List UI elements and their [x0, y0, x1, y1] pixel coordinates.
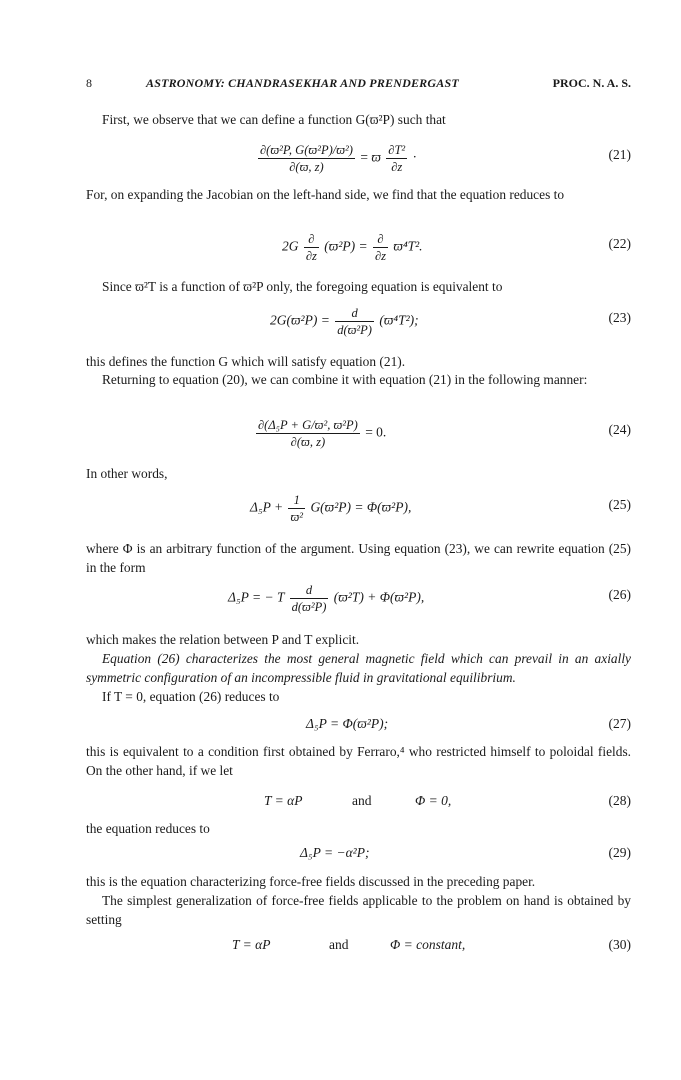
equation-number: (29) [608, 845, 631, 860]
equation-number: (21) [608, 147, 631, 162]
equation-fraction: $\frac{\partial}{\partial z}$ [305, 232, 317, 263]
paragraph: the equation reduces to [86, 821, 210, 836]
equation-23: 2G(ϖ²P) = $\frac{d}{\text{d(ϖ²P)}}$ (ϖ⁴T²); (23) [270, 306, 631, 337]
paragraph: The simplest generalization of force-free fields applicable to the problem on hand is obtained by setting [86, 893, 631, 927]
equation-26: Δ₅P = − T $\frac{d}{\text{d(ϖ²P)}}$ (ϖ²T) + Φ(ϖ²P), (26) [228, 583, 631, 614]
equation-fraction: $\frac{\text{∂(Δ₅P + G/ϖ², ϖ²P)}}{\partial(ϖ, z)}$ [258, 418, 358, 449]
paragraph: where Φ is an arbitrary function of the argument. Using equation (23), we can rewrite equation (25) in the form [86, 541, 631, 575]
equation-30: T = αP and Φ = constant, (30) [232, 937, 631, 952]
equation-fraction: $\frac{d}{\text{d(ϖ²P)}}$ [337, 306, 372, 337]
paragraph: which makes the relation between P and T explicit. [86, 632, 360, 647]
equation-fraction: $\frac{1}{\text{ϖ²}}$ [290, 493, 304, 524]
equation-number: (24) [608, 422, 631, 437]
emphasized-paragraph: Equation (26) characterizes the most general magnetic field which can prevail in an axially symmetric configuration of an incompressible fluid in gravitational equilibrium. [86, 651, 631, 685]
paragraph: Returning to equation (20), we can combine it with equation (21) in the following manner: [102, 372, 588, 387]
running-title: ASTRONOMY: CHANDRASEKHAR AND PRENDERGAST [146, 76, 459, 90]
equation-25: Δ₅P + $\frac{1}{\text{ϖ²}}$ G(ϖ²P) = Φ(ϖ²P), (25) [250, 493, 631, 524]
paragraph: First, we observe that we can define a function G(ϖ²P) such that [102, 112, 446, 127]
equation-fraction: $\frac{\text{∂T²}}{\partial z}$ [388, 143, 406, 174]
equation-21: $\frac{\text{∂(ϖ²P, G(ϖ²P)/ϖ²)}}{\partial(ϖ, z)}$ = ϖ $\frac{\text{∂T²}}{\partial z}$ · (21) [260, 143, 631, 174]
paragraph: this defines the function G which will satisfy equation (21). [86, 354, 406, 369]
paragraph: this is the equation characterizing force-free fields discussed in the preceding paper. [86, 874, 536, 889]
equation-fraction: $\frac{\text{∂(ϖ²P, G(ϖ²P)/ϖ²)}}{\partial(ϖ, z)}$ [260, 143, 353, 174]
journal-name: PROC. N. A. S. [552, 76, 631, 90]
paragraph: If T = 0, equation (26) reduces to [102, 689, 280, 704]
running-header [86, 76, 631, 92]
equation-number: (26) [608, 587, 631, 602]
paragraph: For, on expanding the Jacobian on the left-hand side, we find that the equation reduces to [86, 187, 565, 202]
equation-28: T = αP and Φ = 0, (28) [264, 793, 631, 808]
paragraph: this is equivalent to a condition first obtained by Ferraro,⁴ who restricted himself to poloidal fields. On the other hand, if we let [86, 744, 631, 778]
equation-27: Δ₅P = Φ(ϖ²P); (27) [306, 716, 631, 731]
equation-number: (30) [608, 937, 631, 952]
equation-number: (28) [608, 793, 631, 808]
equation-number: (27) [608, 716, 631, 731]
page-number: 8 [86, 76, 92, 90]
equation-fraction: $\frac{\partial}{\partial z}$ [374, 232, 387, 263]
equation-22: 2G $\frac{\partial}{\partial z}$ (ϖ²P) = $\frac{\partial}{\partial z}$ ϖ⁴T². (22) [282, 232, 631, 263]
equation-number: (22) [608, 236, 631, 251]
equation-24: $\frac{\text{∂(Δ₅P + G/ϖ², ϖ²P)}}{\partial(ϖ, z)}$ = 0. (24) [258, 418, 631, 449]
paragraph: In other words, [86, 466, 168, 481]
equation-number: (23) [608, 310, 631, 325]
equation-number: (25) [608, 497, 631, 512]
equation-29: Δ₅P = −α²P; (29) [300, 845, 631, 860]
equation-fraction: $\frac{d}{\text{d(ϖ²P)}}$ [291, 583, 327, 614]
paragraph: Since ϖ²T is a function of ϖ²P only, the foregoing equation is equivalent to [102, 279, 503, 294]
